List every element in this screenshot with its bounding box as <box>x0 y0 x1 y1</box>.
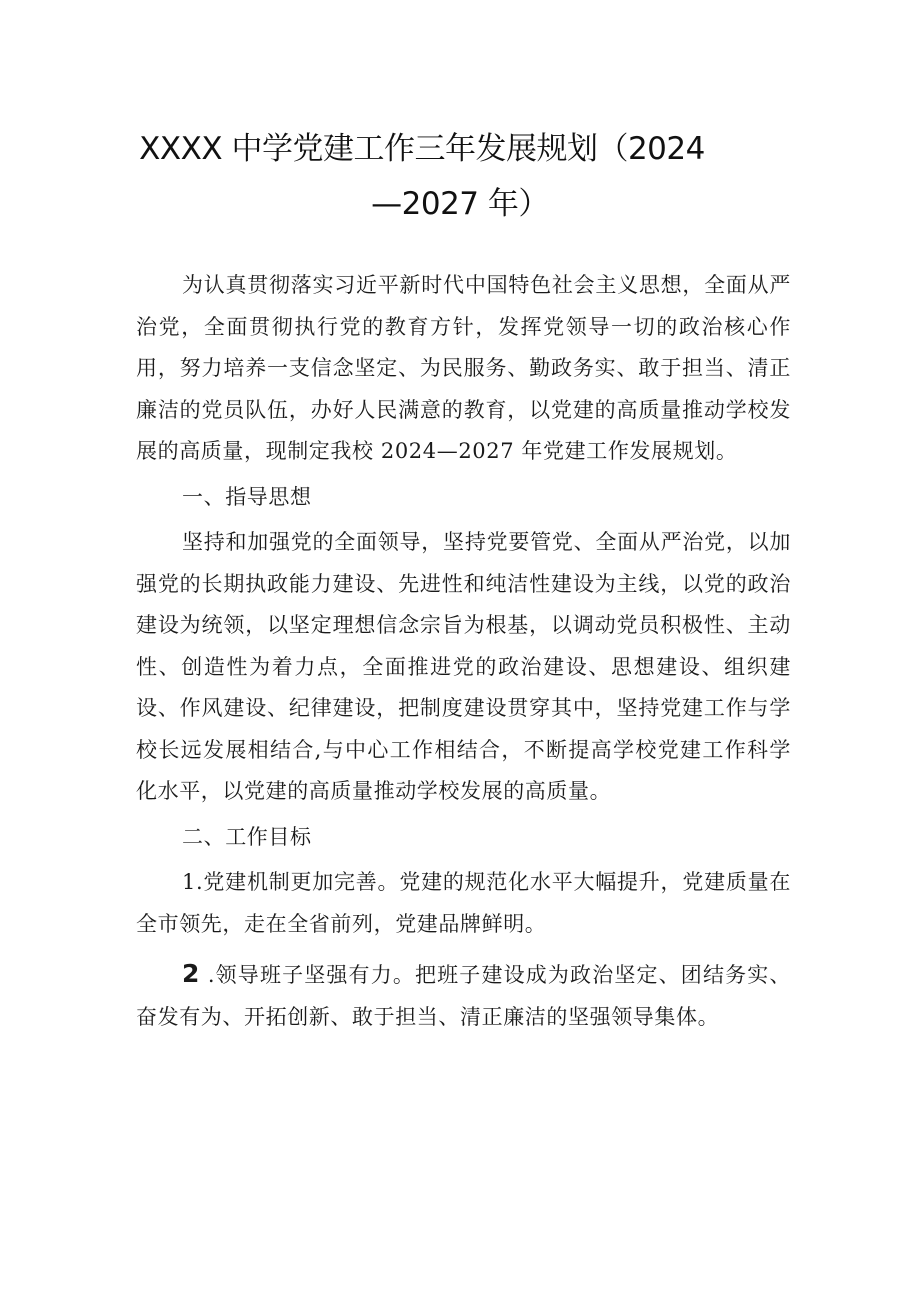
goal-2-number: 2 <box>182 959 200 988</box>
section-1-heading: 一、指导思想 <box>182 484 312 509</box>
section-2-heading: 二、工作目标 <box>182 824 312 849</box>
intro-paragraph: 为认真贯彻落实习近平新时代中国特色社会主义思想，全面从严治党，全面贯彻执行党的教育方针，发挥党领导一切的政治核心作用，努力培养一支信念坚定、为民服务、勤政务实、敢于担当、清正廉洁的党员队伍，办好人民满意的教育，以党建的高质量推动学校发展的高质量，现制定我校 2024—2027 年党建工作发展规划。 <box>136 273 791 463</box>
goal-1-paragraph: 1.党建机制更加完善。党建的规范化水平大幅提升，党建质量在全市领先，走在全省前列，党建品牌鲜明。 <box>136 870 791 936</box>
document-body <box>136 265 791 1038</box>
goal-2-paragraph <box>136 953 791 1038</box>
document-title-line-2: —2027 年） <box>371 186 549 222</box>
document-title-line-1: XXXX 中学党建工作三年发展规划（2024 <box>139 131 705 167</box>
section-1-paragraph: 坚持和加强党的全面领导，坚持党要管党、全面从严治党，以加强党的长期执政能力建设、先进性和纯洁性建设为主线，以党的政治建设为统领，以坚定理想信念宗旨为根基，以调动党员积极性、主动性、创造性为着力点，全面推进党的政治建设、思想建设、组织建设、作风建设、纪律建设，把制度建设贯穿其中，坚持党建工作与学校长远发展相结合,与中心工作相结合，不断提高学校党建工作科学化水平，以党建的高质量推动学校发展的高质量。 <box>136 530 791 803</box>
goal-2-text: .领导班子坚强有力。把班子建设成为政治坚定、团结务实、奋发有为、开拓创新、敢于担当、清正廉洁的坚强领导集体。 <box>136 963 791 1029</box>
